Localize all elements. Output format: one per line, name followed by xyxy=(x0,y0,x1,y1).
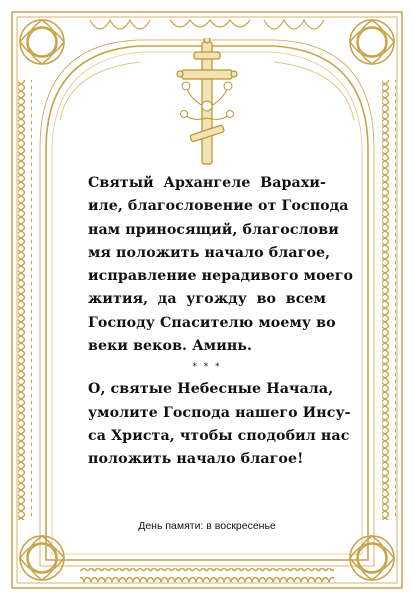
prayer-line: Господу Спасителю моему во xyxy=(88,314,336,331)
orthodox-cross-icon xyxy=(172,38,242,170)
prayer-line: веки веков. Аминь. xyxy=(88,338,253,355)
prayer-paragraph-second xyxy=(88,378,351,471)
prayer-line: положить начало благое! xyxy=(88,451,304,468)
prayer-line: иле, благословение от Господа xyxy=(88,198,349,215)
prayer-line: исправление нерадивого моего xyxy=(88,268,354,285)
prayer-line: умолите Господа нашего Инсу- xyxy=(88,404,351,421)
prayer-line: жития, да угожду во всем xyxy=(88,291,326,308)
prayer-paragraph-main xyxy=(88,172,354,358)
prayer-line: нам приносящий, благослови xyxy=(88,221,339,238)
prayer-text-block xyxy=(88,172,354,472)
prayer-line: О, святые Небесные Начала, xyxy=(88,381,334,398)
prayer-line: са Христа, чтобы сподобил нас xyxy=(88,427,350,444)
prayer-line: мя положить начало благое, xyxy=(88,244,331,261)
prayer-line: Святый Архангеле Варахи- xyxy=(88,175,326,191)
separator-stars: * * * xyxy=(192,362,222,373)
memory-day-note: День памяти: в воскресенье xyxy=(138,520,276,532)
